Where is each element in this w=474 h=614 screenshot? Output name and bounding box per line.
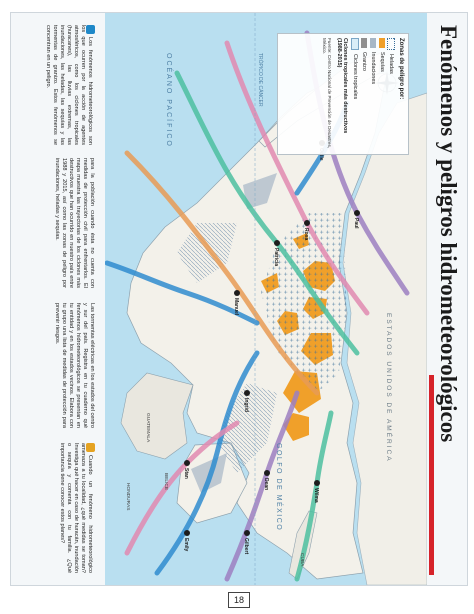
map-legend (277, 33, 409, 155)
text-body: Los fenómenos hidrometeorológicos son los que ocurren por la acción de agentes atmosféricos, como los ciclones tropicales (huracanes), las lluvias extremas, las inundaciones, las heladas, las sequías y las tormentas de granizo. Estos fenómenos se concentran en un peligro. (45, 25, 94, 145)
hurricane-icon (304, 220, 310, 226)
legend-row (379, 38, 386, 150)
hurricane-label: Paul (353, 218, 359, 229)
legend-row (370, 38, 377, 150)
hurricane-icon (354, 210, 360, 216)
hurricane-icon (234, 290, 240, 296)
hurricane-label: Dean (263, 478, 269, 491)
hurricane-icon (274, 240, 280, 246)
legend-label: Sequías (379, 52, 386, 72)
gulf-label: GOLFO DE MÉXICO (275, 443, 282, 532)
legend-label: Granizo (361, 52, 368, 71)
ocean-label: OCÉANO PACÍFICO (165, 53, 172, 148)
title-accent-bar (429, 375, 434, 575)
page-frame (10, 12, 468, 586)
hurricane-icon (314, 480, 320, 486)
hurricane-label: Wilma (313, 488, 319, 503)
legend-row (388, 38, 395, 150)
hurricane-icon (184, 460, 190, 466)
activity-badge-icon (86, 443, 95, 452)
text-column-2: para la población cuando ésta no cuenta con medidas de protección civil para enfrentarlos. El mapa muestra las trayectorias de los ciclones más destructivos que han ocurrido en nuestro país entre 1988 y 2015, así como las zonas de peligro por inundaciones, heladas y sequías. (54, 158, 95, 288)
hurricane-label: Ingrid (243, 398, 249, 412)
text-body: Cuando un fenómeno hidrometeorológico amenaza a tu localidad, ¿qué medidas se toman? Investiga qué hacer en caso de huracán, inundación o sequía y comenta con tu familia. ¿Qué importancia tiene conocer estos planes? (59, 443, 94, 573)
hurricane-label: Emily (183, 538, 189, 552)
text-column-1 (44, 25, 95, 145)
legend-label: Heladas (388, 54, 395, 74)
hurricane-icon (244, 530, 250, 536)
hurricane-label: Gilbert (243, 538, 249, 555)
belice-label: BELICE (163, 473, 168, 491)
text-column-4 (58, 443, 95, 573)
page-number: 18 (228, 592, 250, 608)
honduras-label: HONDURAS (125, 483, 130, 511)
rotated-page (11, 13, 467, 585)
hurricane-icon (244, 390, 250, 396)
guatemala-label: GUATEMALA (145, 413, 150, 443)
section-badge-icon (86, 25, 95, 34)
hurricane-icon (184, 530, 190, 536)
legend-label: Inundaciones (370, 52, 377, 85)
legend-row (352, 38, 359, 150)
legend-subtitle: Ciclones tropicales más destructivos (1988-2015) (336, 38, 348, 134)
hurricane-label: Stan (183, 468, 189, 479)
hurricane-icon (264, 470, 270, 476)
cuba-label: CUBA (299, 553, 304, 567)
hurricane-label: Manuel (233, 298, 239, 316)
hurricane-label: Rosa (303, 228, 309, 241)
page-title: Fenómenos y peligros hidrometeorológicos (436, 25, 461, 443)
legend-title: Zonas de peligro por: (398, 38, 404, 100)
hurricane-label: Patricia (273, 248, 279, 267)
legend-label: Ciclones tropicales (352, 54, 359, 100)
tropic-label: TRÓPICO DE CÁNCER (257, 53, 263, 107)
country-label: ESTADOS UNIDOS DE AMÉRICA (385, 313, 392, 463)
legend-source: Fuente: Centro Nacional de Prevención de Desastres, México. (321, 38, 332, 149)
text-column-3: Las tormentas eléctricas en los estados del centro y sur del país. Registra en tu cuaderno qué fenómenos hidrometeorológicos se presentan en tu entidad y en los estados vecinos. Elabora con tu grupo una lista de medidas de protección para prevenir riesgos. (54, 303, 95, 428)
legend-row (361, 38, 368, 150)
